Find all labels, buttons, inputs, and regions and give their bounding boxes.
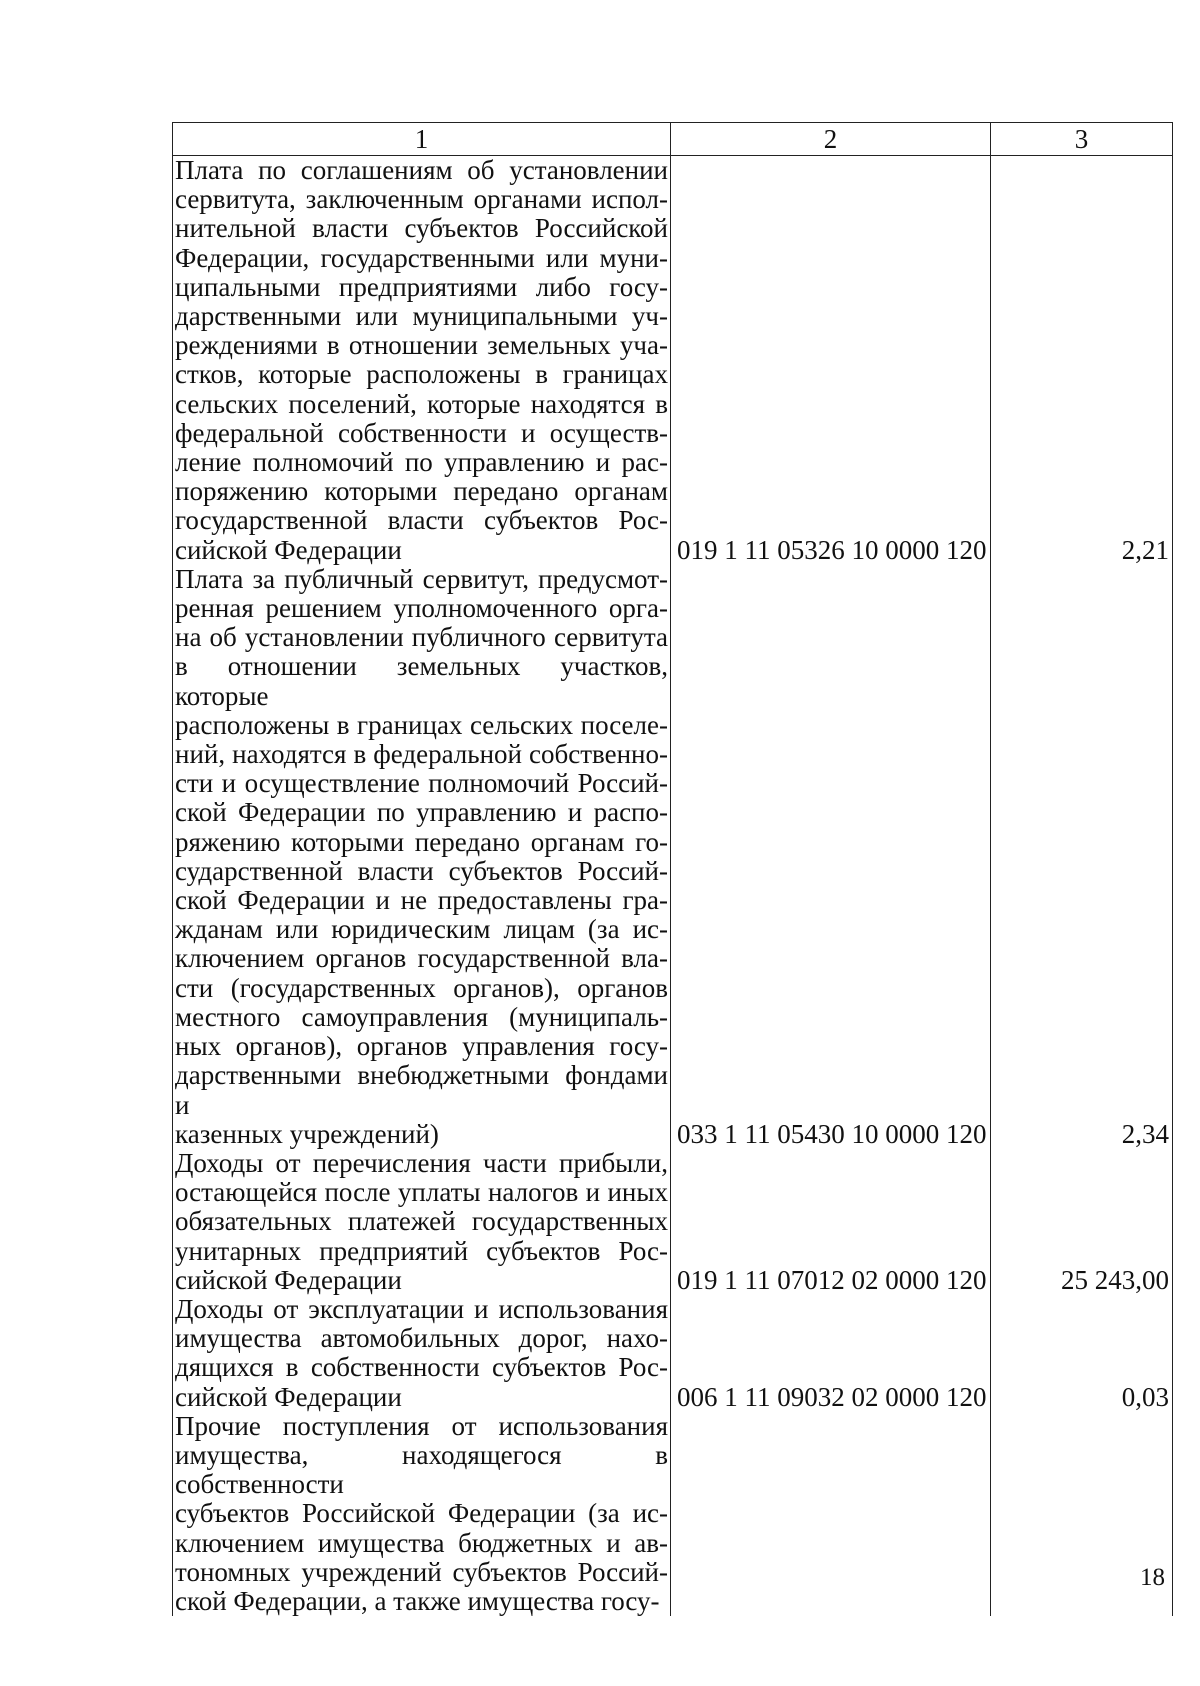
description-line: ключением имущества бюджетных и ав- <box>175 1527 668 1558</box>
row-description <box>173 1149 671 1295</box>
description-line: ключением органов государственной вла- <box>175 943 668 974</box>
column-header-2: 2 <box>671 123 991 156</box>
description-line: сийской Федерации <box>175 1264 402 1295</box>
description-line: Доходы от эксплуатации и использования <box>175 1293 668 1324</box>
row-classification-code: 006 1 11 09032 02 0000 120 <box>671 1295 991 1412</box>
description-line: ренная решением уполномоченного орга- <box>175 593 668 624</box>
row-amount: 2,34 <box>991 565 1173 1149</box>
description-line: тономных учреждений субъектов Россий- <box>175 1556 668 1587</box>
description-line: унитарных предприятий субъектов Рос- <box>175 1235 668 1266</box>
description-line: сти (государственных органов), органов <box>175 972 668 1003</box>
description-line: Плата за публичный сервитут, предусмот- <box>175 563 668 594</box>
description-line: Плата по соглашениям об установлении <box>175 155 668 185</box>
description-line: ской Федерации, а также имущества госу- <box>175 1585 660 1616</box>
revenue-table-container <box>172 122 1172 1616</box>
description-line: дарственными внебюджетными фондами и <box>175 1060 668 1120</box>
description-line: сийской Федерации <box>175 534 402 565</box>
description-line: ципальными предприятиями либо госу- <box>175 271 668 302</box>
description-line: нительной власти субъектов Российской <box>175 213 668 244</box>
table-row <box>173 156 1173 565</box>
row-amount: 25 243,00 <box>991 1149 1173 1295</box>
description-line: сийской Федерации <box>175 1381 402 1412</box>
column-header-3: 3 <box>991 123 1173 156</box>
description-line: местного самоуправления (муниципаль- <box>175 1001 668 1032</box>
description-line: стков, которые расположены в границах <box>175 359 668 390</box>
description-line: сударственной власти субъектов Россий- <box>175 855 668 886</box>
description-line: дящихся в собственности субъектов Рос- <box>175 1352 668 1383</box>
description-line: расположены в границах сельских поселе- <box>175 709 668 740</box>
row-amount: 2,21 <box>991 156 1173 565</box>
row-description <box>173 1412 671 1616</box>
description-line: ряжению которыми передано органам го- <box>175 826 668 857</box>
table-row <box>173 1412 1173 1616</box>
description-line: остающейся после уплаты налогов и иных <box>175 1177 668 1208</box>
description-line: казенных учреждений) <box>175 1118 439 1149</box>
table-row <box>173 1295 1173 1412</box>
description-line: Федерации, государственными или муни- <box>175 242 668 273</box>
description-line: субъектов Российской Федерации (за ис- <box>175 1498 668 1529</box>
description-line: ление полномочий по управлению и рас- <box>175 447 668 478</box>
row-amount: 0,03 <box>991 1295 1173 1412</box>
description-line: жданам или юридическим лицам (за ис- <box>175 914 668 945</box>
row-classification-code: 019 1 11 07012 02 0000 120 <box>671 1149 991 1295</box>
description-line: на об установлении публичного сервитута <box>175 622 668 653</box>
revenue-table <box>172 122 1173 1616</box>
description-line: ской Федерации по управлению и распо- <box>175 797 668 828</box>
description-line: государственной власти субъектов Рос- <box>175 505 668 536</box>
table-body <box>173 156 1173 1617</box>
description-line: реждениями в отношении земельных уча- <box>175 330 668 361</box>
row-classification-code: 019 1 11 05326 10 0000 120 <box>671 156 991 565</box>
description-line: имущества, находящегося в собственности <box>175 1439 668 1500</box>
page-number: 18 <box>1140 1564 1165 1591</box>
description-line: сервитута, заключенным органами испол- <box>175 184 668 215</box>
row-description <box>173 1295 671 1412</box>
table-row <box>173 565 1173 1149</box>
description-line: дарственными или муниципальными уч- <box>175 301 668 332</box>
row-description <box>173 156 671 565</box>
description-line: имущества автомобильных дорог, нахо- <box>175 1323 668 1354</box>
description-line: ской Федерации и не предоставлены гра- <box>175 885 668 916</box>
column-header-1: 1 <box>173 123 671 156</box>
row-classification-code: 033 1 11 05430 10 0000 120 <box>671 565 991 1149</box>
description-line: сти и осуществление полномочий Россий- <box>175 768 668 799</box>
description-line: Доходы от перечисления части прибыли, <box>175 1147 668 1178</box>
description-line: федеральной собственности и осуществ- <box>175 417 668 448</box>
table-header-row <box>173 123 1173 156</box>
description-line: в отношении земельных участков, которые <box>175 651 668 711</box>
description-line: ных органов), органов управления госу- <box>175 1031 668 1062</box>
row-classification-code <box>671 1412 991 1616</box>
row-description <box>173 565 671 1149</box>
table-row <box>173 1149 1173 1295</box>
description-line: Прочие поступления от использования <box>175 1410 668 1441</box>
description-line: ний, находятся в федеральной собственно- <box>175 739 668 770</box>
description-line: сельских поселений, которые находятся в <box>175 388 668 419</box>
description-line: поряжению которыми передано органам <box>175 476 668 507</box>
description-line: обязательных платежей государственных <box>175 1206 668 1237</box>
